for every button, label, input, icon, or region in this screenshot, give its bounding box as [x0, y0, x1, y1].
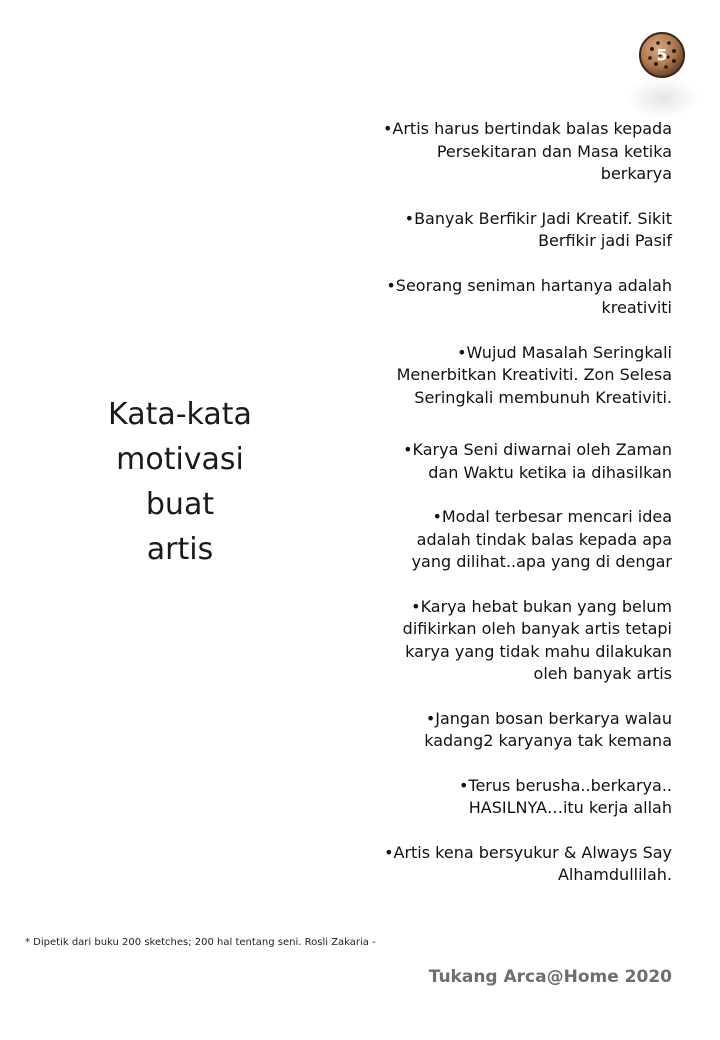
quote-line: Persekitaran dan Masa ketika — [436, 141, 672, 161]
title-line: Kata-kata — [108, 397, 252, 432]
quote-line: •Seorang seniman hartanya adalah — [386, 275, 672, 295]
source-footnote: * Dipetik dari buku 200 sketches; 200 hal tentang seni. Rosli Zakaria - — [25, 937, 376, 948]
quote-item — [330, 596, 672, 686]
quote-item — [330, 775, 672, 820]
title-line: buat — [145, 487, 215, 522]
quote-line: Alhamdullilah. — [557, 865, 672, 884]
quote-line: •Jangan bosan berkarya walau — [425, 708, 672, 728]
quote-item — [330, 208, 672, 253]
title-line: motivasi — [116, 442, 244, 477]
quote-line: •Artis harus bertindak balas kepada — [382, 119, 672, 138]
quote-item — [330, 506, 672, 574]
quote-line: •Karya Seni diwarnai oleh Zaman — [403, 440, 672, 459]
quote-line: berkarya — [600, 164, 672, 183]
quote-line: kadang2 karyanya tak kemana — [424, 731, 672, 750]
credit-line: Tukang Arca@Home 2020 — [428, 967, 672, 987]
quote-item — [330, 342, 672, 410]
quote-line: •Wujud Masalah Seringkali — [457, 342, 672, 362]
quote-line: •Artis kena bersyukur & Always Say — [384, 842, 672, 862]
quote-line: dan Waktu ketika ia dihasilkan — [428, 462, 672, 482]
quote-line: •Karya hebat bukan yang belum — [411, 596, 672, 616]
quote-item — [330, 708, 672, 753]
quote-item — [330, 275, 672, 320]
quote-line: •Modal terbesar mencari idea — [432, 507, 672, 526]
quote-line: adalah tindak balas kepada apa — [416, 529, 672, 549]
quote-line: Menerbitkan Kreativiti. Zon Selesa — [396, 365, 672, 384]
quote-line: kreativiti — [601, 298, 672, 317]
quote-list — [330, 118, 672, 909]
page-title — [80, 392, 280, 572]
quote-line: difikirkan oleh banyak artis tetapi — [402, 619, 672, 638]
quote-line: •Terus berusha..berkarya.. — [458, 775, 672, 795]
quote-line: •Banyak Berfikir Jadi Kreatif. Sikit — [404, 208, 672, 228]
quote-line: Berfikir jadi Pasif — [538, 231, 672, 250]
quote-item — [330, 842, 672, 887]
quote-item — [330, 118, 672, 186]
page-number-badge — [638, 31, 686, 79]
quote-line: oleh banyak artis — [533, 664, 672, 683]
badge-shadow — [628, 78, 698, 118]
badge-number: 5 — [656, 45, 668, 65]
quote-line: Seringkali membunuh Kreativiti. — [414, 387, 672, 407]
quote-line: HASILNYA…itu kerja allah — [468, 798, 672, 817]
title-line: artis — [146, 532, 214, 567]
quote-line: karya yang tidak mahu dilakukan — [405, 641, 672, 661]
quote-line: yang dilihat..apa yang di dengar — [411, 552, 672, 571]
quote-item — [330, 439, 672, 484]
